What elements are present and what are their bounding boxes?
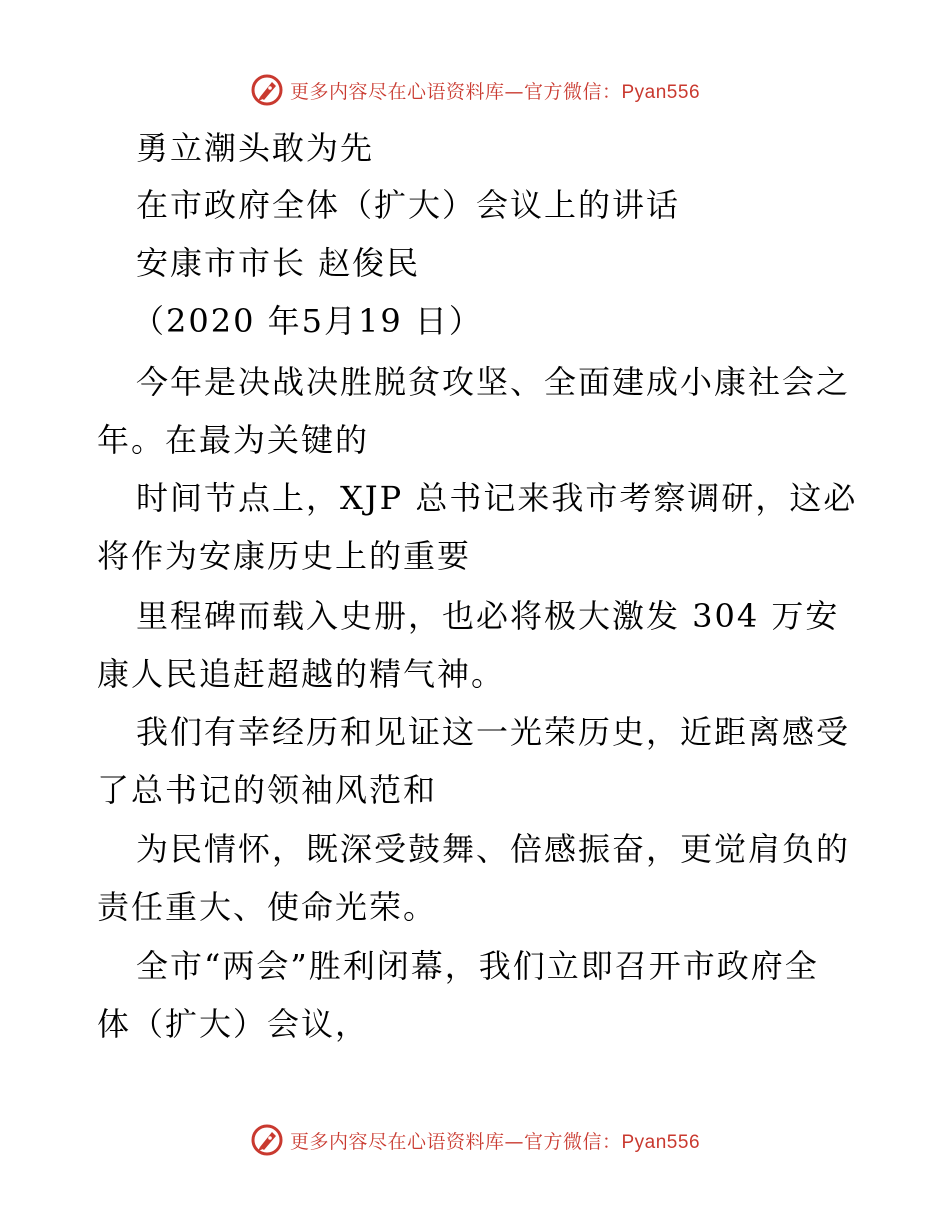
watermark-text — [290, 77, 700, 104]
paragraph-line: 全市“两会”胜利闭幕，我们立即召开市政府全 — [136, 947, 819, 985]
watermark-sub: 官方微信： — [523, 80, 622, 103]
watermark-dash: — — [504, 1130, 524, 1153]
paragraph-line: 年。在最为关键的 — [97, 421, 370, 459]
paragraph-line: 为民情怀，既深受鼓舞、倍感振奋，更觉肩负的 — [136, 830, 851, 868]
header-watermark — [0, 70, 950, 110]
watermark-main: 更多内容尽在心语资料库 — [289, 1130, 505, 1153]
pen-nib-logo-icon — [250, 73, 284, 107]
watermark-id: Pyan556 — [621, 81, 701, 103]
document-author: 安康市市长 赵俊民 — [136, 244, 421, 282]
document-title: 勇立潮头敢为先 — [136, 129, 375, 167]
watermark-text — [290, 1127, 700, 1154]
document-date: （2020 年5月19 日） — [132, 302, 483, 340]
watermark-id: Pyan556 — [621, 1131, 701, 1153]
paragraph-line: 康人民追赶超越的精气神。 — [97, 655, 506, 693]
paragraph-line: 我们有幸经历和见证这一光荣历史，近距离感受 — [136, 713, 851, 751]
pen-nib-logo-icon — [250, 1123, 284, 1157]
watermark-dash: — — [504, 80, 524, 103]
watermark-sub: 官方微信： — [523, 1130, 622, 1153]
footer-watermark — [0, 1120, 950, 1160]
paragraph-line: 里程碑而载入史册，也必将极大激发 304 万安 — [136, 597, 840, 635]
paragraph-line: 体（扩大）会议， — [97, 1005, 370, 1043]
paragraph-line: 时间节点上，XJP 总书记来我市考察调研，这必 — [136, 479, 858, 517]
paragraph-line: 了总书记的领袖风范和 — [97, 771, 438, 809]
watermark-main: 更多内容尽在心语资料库 — [289, 80, 505, 103]
paragraph-line: 今年是决战决胜脱贫攻坚、全面建成小康社会之 — [136, 363, 851, 401]
document-subtitle: 在市政府全体（扩大）会议上的讲话 — [136, 186, 681, 224]
paragraph-line: 将作为安康历史上的重要 — [97, 537, 472, 575]
paragraph-line: 责任重大、使命光荣。 — [97, 888, 438, 926]
